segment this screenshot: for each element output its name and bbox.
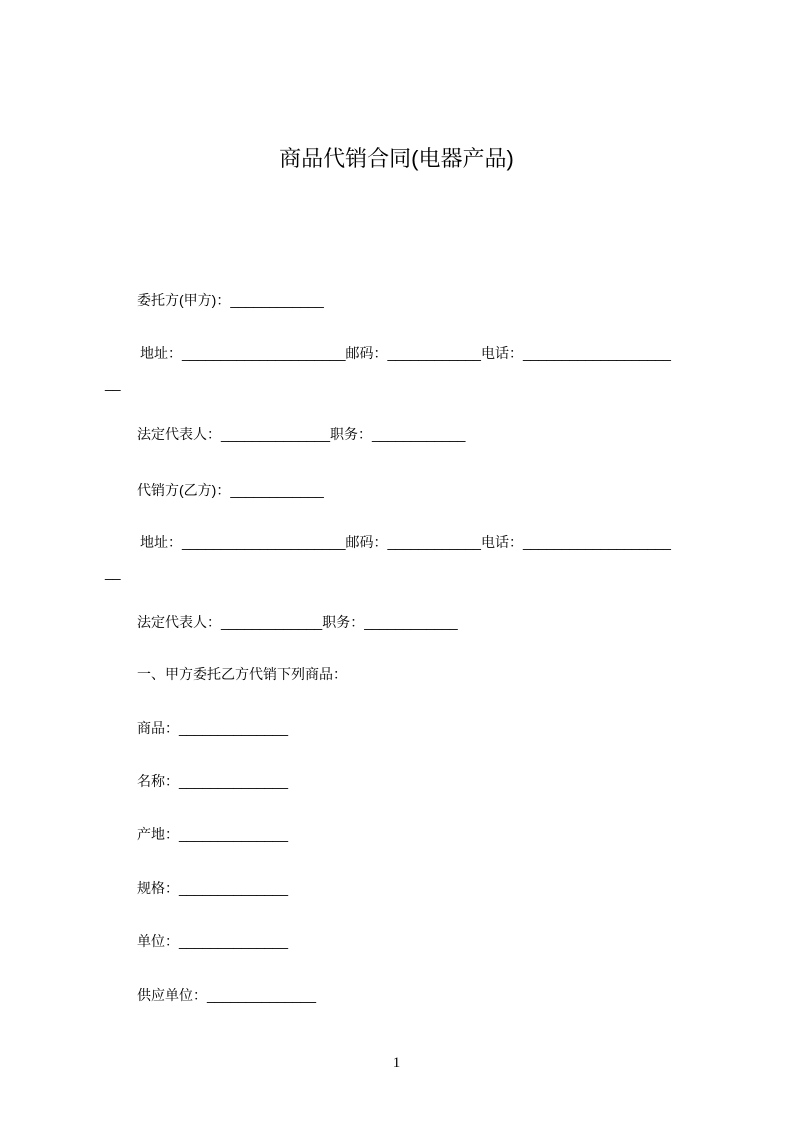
principal-legal-rep-line: 法定代表人：______________职务：____________ xyxy=(137,426,466,442)
supplier-line: 供应单位：______________ xyxy=(137,987,317,1003)
agent-address-continuation: __ xyxy=(105,564,121,580)
document-title: 商品代销合同(电器产品) xyxy=(279,146,514,171)
principal-address-continuation: __ xyxy=(105,375,121,391)
goods-line: 商品：______________ xyxy=(137,720,289,736)
principal-party-line: 委托方(甲方)：____________ xyxy=(137,292,324,308)
page-number: 1 xyxy=(392,1055,401,1071)
agent-party-line: 代销方(乙方)：____________ xyxy=(137,482,324,498)
origin-line: 产地：______________ xyxy=(137,826,289,842)
principal-address-line: 地址：_____________________邮码：____________电话：___________________ xyxy=(140,345,671,361)
unit-line: 单位：______________ xyxy=(137,933,289,949)
name-line: 名称：______________ xyxy=(137,773,289,789)
section-1-heading: 一、甲方委托乙方代销下列商品： xyxy=(137,666,347,682)
spec-line: 规格：______________ xyxy=(137,880,289,896)
agent-legal-rep-line: 法定代表人：_____________职务：____________ xyxy=(137,614,458,630)
agent-address-line: 地址：_____________________邮码：____________电话：___________________ xyxy=(140,534,671,550)
